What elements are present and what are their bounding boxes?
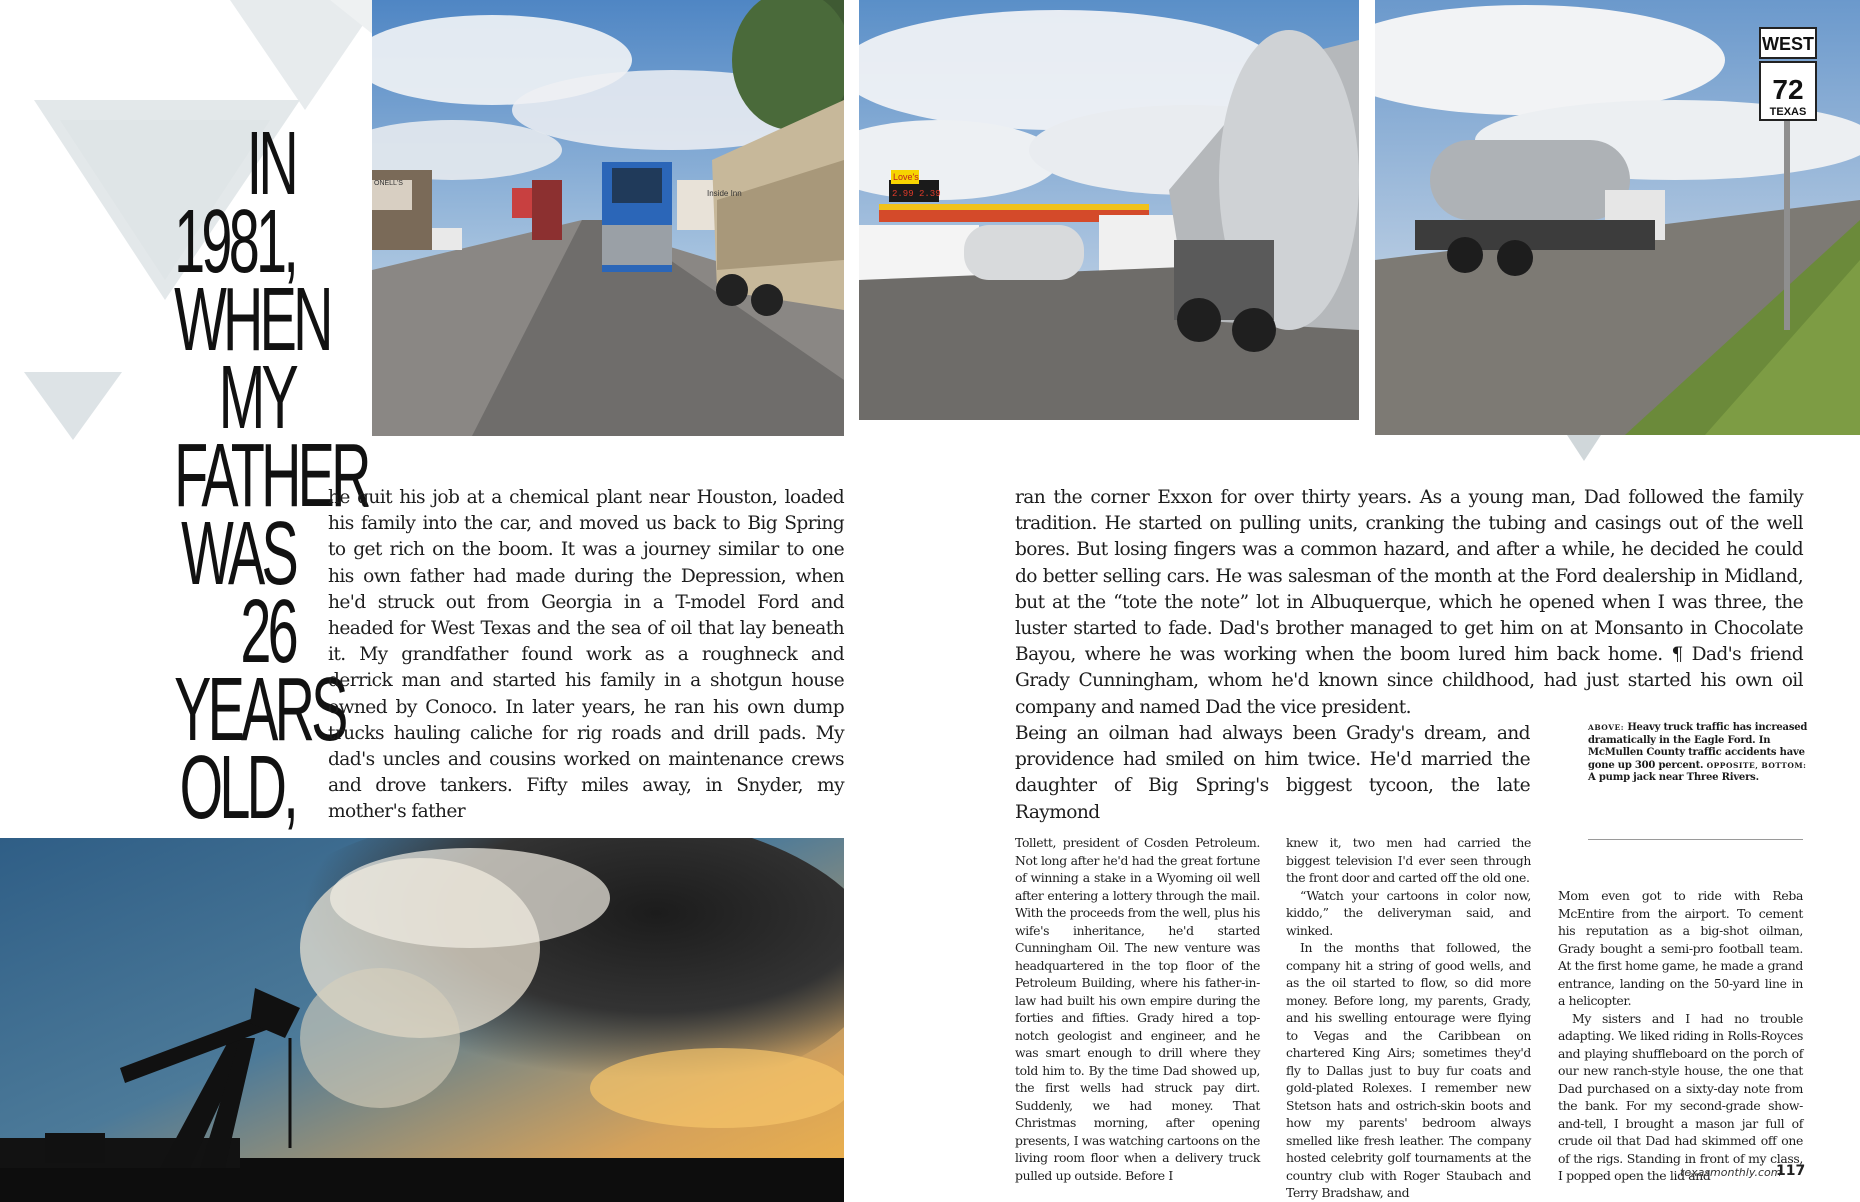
- photo-highway: [1375, 0, 1860, 435]
- headline: [174, 114, 368, 838]
- site-url: texasmonthly.com: [1680, 1166, 1782, 1179]
- photo-truck-stop: [859, 0, 1359, 420]
- lead-paragraph-left: he quit his job at a chemical plant near Houston, loaded his family into the car, and moved us back to Big Spring to get rich on the boom. It was a journey similar to one his own father had made during the Depression, when he'd struck out from Georgia in a T-model Ford and headed for West Texas and the sea of oil that lay beneath it. My grandfather found work as a roughneck and derrick man and started his family in a shotgun house owned by Conoco. In later years, he ran his own dump trucks hauling caliche for rig roads and drill pads. My dad's uncles and cousins worked on maintenance crews and drove tankers. Fifty miles away, in Snyder, my mother's father: [328, 487, 844, 823]
- headline-line: WAS 26: [181, 504, 295, 682]
- body-column-1: [1015, 834, 1260, 1184]
- price-sign: 2.99 2.39: [892, 189, 941, 199]
- headline-line: IN 1981,: [174, 114, 296, 292]
- caption-label: ABOVE:: [1588, 723, 1625, 732]
- loves-sign: Love's: [893, 172, 919, 182]
- caption-text: Heavy truck traffic has increased dramatically in the Eagle Ford. In McMullen County traffic accidents have gone up 300 percent.: [1588, 722, 1808, 771]
- caption-label: OPPOSITE, BOTTOM:: [1706, 760, 1807, 770]
- route-sign-word: WEST: [1762, 34, 1814, 54]
- body-column-2: [1286, 834, 1531, 1202]
- lead-paragraph-right-narrow: Being an oilman had always been Grady's dream, and providence had smiled on him twice. He'd married the daughter of Big Spring's biggest tycoon, the late Raymond: [1015, 723, 1530, 823]
- route-sign-state: TEXAS: [1769, 106, 1807, 118]
- body-paragraph: “Watch your cartoons in color now, kiddo,” the deliveryman said, and winked.: [1286, 887, 1531, 938]
- photo-caption: [1588, 722, 1813, 785]
- headline-line: OLD,: [179, 738, 295, 838]
- shop-sign: Inside Inn: [707, 189, 742, 198]
- body-paragraph: Mom even got to ride with Reba McEntire from the airport. To cement his reputation as a big-shot oilman, Grady bought a semi-pro football team. At the first home game, he made a grand entrance, landing on the 50-yard line in a helicopter.: [1558, 888, 1803, 1008]
- photo-trucks-street: [372, 0, 844, 436]
- headline-line: YEARS: [174, 660, 345, 760]
- body-paragraph: My sisters and I had no trouble adapting. We liked riding in Rolls-Royces and playing shuffleboard on the porch of our new ranch-style house, the one that Dad purchased on a sixty-day note from the bank. For my second-grade show-and-tell, I brought a mason jar full of crude oil that Dad had skimmed off one of the rigs. Standing in front of my class, I popped open the lid and: [1558, 1010, 1803, 1183]
- body-paragraph: In the months that followed, the company hit a string of good wells, and as the oil started to flow, so did more money. Before long, my parents, Grady, and his swelling entourage were flying to Vegas and the Caribbean on chartered King Airs; sometimes they'd fly to Dallas just to buy fur coats and gold-plated Rolexes. I remember new Stetson hats and ostrich-skin boots and how my parents' bedroom always smelled like fresh leather. The company hosted celebrity golf tournaments at the country club with Roger Staubach and Terry Bradshaw, and: [1286, 940, 1531, 1200]
- headline-line: MY: [218, 348, 295, 448]
- photo-pump-jack: [0, 838, 844, 1202]
- body-paragraph: Tollett, president of Cosden Petroleum. Not long after he'd had the great fortune of winning a stake in a Wyoming oil well after entering a lottery through the mail. With the proceeds from the well, plus his wife's inheritance, he'd started Cunningham Oil. The new venture was headquartered in the top floor of the Petroleum Building, where his father-in-law had built his own empire during the forties and fifties. Grady hired a top-notch geologist and engineer, and he was smart enough to drill where they told him to. By the time Dad showed up, the first wells had struck pay dirt. Suddenly, we had money. That Christmas morning, after opening presents, I was watching cartoons on the living room floor when a delivery truck pulled up outside. Before I: [1015, 835, 1260, 1183]
- route-sign-number: 72: [1772, 74, 1804, 105]
- body-column-3: [1558, 887, 1806, 1185]
- store-sign: ONELL'S: [374, 180, 403, 187]
- caption-text: A pump jack near Three Rivers.: [1588, 772, 1759, 783]
- headline-line: WHEN: [174, 270, 330, 370]
- caption-rule: [1588, 839, 1803, 840]
- headline-line: FATHER: [174, 426, 368, 526]
- lead-paragraph-right: ran the corner Exxon for over thirty years. As a young man, Dad followed the family tradition. He started on pulling units, cranking the tubing and casings out of the well bores. But losing fingers was a common hazard, and after a while, he decided he could do better selling cars. He was salesman of the month at the Ford dealership in Midland, but at the “tote the note” lot in Albuquerque, which he opened when I was three, the luster started to fade. Dad's brother managed to get him on at Monsanto in Chocolate Bayou, where he was working when the boom lured him back home. ¶ Dad's friend Grady Cunningham, whom he'd known since childhood, had just started his own oil company and named Dad the vice president.: [1015, 487, 1803, 718]
- page-number: 117: [1776, 1163, 1806, 1179]
- body-paragraph: knew it, two men had carried the biggest television I'd ever seen through the front door and carted off the old one.: [1286, 835, 1531, 885]
